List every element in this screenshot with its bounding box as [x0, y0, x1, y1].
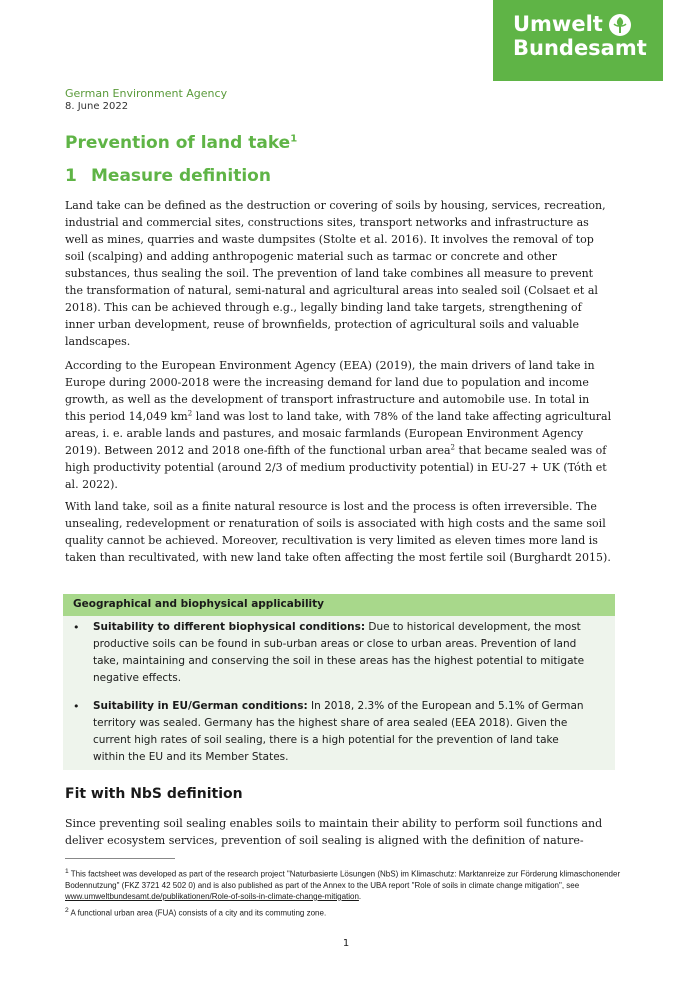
- paragraph-1: Land take can be defined as the destruction or covering of soils by housing, services, recreation, industrial and commercial sites, constructions sites, transport networks and infrastructure as well as mines, quarries and waste dumpsites (Stolte et al. 2016). It involves the removal of top soil (scalping) and adding anthropogenic material such as tarmac or concrete and other substances, thus sealing the soil. The prevention of land take combines all measure to prevent the transformation of natural, semi-natural and agricultural areas into sealed soil (Colsaet et al 2018). This can be achieved through e.g., legally binding land take targets, strengthening of inner urban development, reuse of brownfields, protection of agricultural soils and valuable landscapes.: [65, 199, 606, 348]
- applicability-box-header: [63, 594, 615, 616]
- section-heading: [65, 166, 271, 186]
- footnote-link[interactable]: www.umweltbundesamt.de/publikationen/Role-of-soils-in-climate-change-mitigation: [65, 891, 359, 901]
- footnote-1-text: This factsheet was developed as part of the research project "Naturbasierte Lösungen (NbS) im Klimaschutz: Marktanreize zur Förderung klimaschonender Bodennutzung" (FKZ 3721 42 502 0) and is also published as part of the Annex to the UBA report "Role of soils in climate change mitigation", see: [65, 869, 621, 890]
- paragraph-4: Since preventing soil sealing enables soils to maintain their ability to perform soil functions and deliver ecosystem services, prevention of soil sealing is aligned with the definition of nature-: [65, 817, 603, 847]
- footnote-2: [65, 905, 625, 919]
- document-date: 8. June 2022: [65, 101, 129, 112]
- list-item-text: [93, 698, 593, 766]
- list-item-text: [93, 619, 593, 687]
- applicability-box: [63, 594, 615, 770]
- logo-line1: Umwelt: [513, 12, 603, 36]
- applicability-heading: Geographical and biophysical applicability: [73, 598, 325, 610]
- paragraph-2-part-a: According to the European Environment Agency (EEA) (2019), the main drivers of land take in Europe during 2000-2018 were the increasing demand for land due to population and income growth, as well as the development of transport infrastructure and automobile use. In total in this period 14,049 km: [65, 359, 595, 423]
- document-title: [65, 133, 297, 153]
- title-text: Prevention of land take: [65, 133, 291, 153]
- paragraph-2: [65, 357, 613, 493]
- tree-icon: [608, 13, 632, 37]
- page-number: 1: [342, 938, 350, 949]
- footnote-ref-2[interactable]: 2: [450, 443, 456, 452]
- bullet-icon: •: [73, 621, 80, 634]
- footnote-mark: 2: [65, 907, 69, 914]
- agency-name: German Environment Agency: [65, 87, 228, 100]
- footnote-divider: [65, 858, 175, 859]
- section-title: Measure definition: [91, 166, 271, 186]
- footnote-2-text: A functional urban area (FUA) consists of a city and its commuting zone.: [68, 908, 327, 918]
- subheading: Fit with NbS definition: [65, 786, 243, 802]
- footnote-mark: 1: [65, 868, 69, 875]
- paragraph-2-part-b: land was lost to land take, with 78% of the land take affecting agricultural areas, i. e. arable lands and pastures, and mosaic farmlands (European Environment Agency 2019). Between 2012 and 2018 one-fifth of the functional urban area: [65, 410, 612, 457]
- uba-logo: [493, 0, 663, 81]
- section-number: 1: [65, 166, 77, 186]
- list-item-body: Due to historical development, the most productive soils can be found in sub-urban areas or close to urban areas. Prevention of land take, maintaining and conserving the soil in these areas has the highest potential to mitigate negative effects.: [93, 621, 585, 684]
- list-item-label: Suitability to different biophysical conditions:: [93, 621, 366, 633]
- title-footnote-ref[interactable]: 1: [290, 133, 298, 145]
- km2-superscript: 2: [187, 409, 193, 418]
- paragraph-3: With land take, soil as a finite natural resource is lost and the process is often irreversible. The unsealing, redevelopment or renaturation of soils is associated with high costs and the same soil quality cannot be achieved. Moreover, recultivation is very limited as eleven times more land is taken than recultivated, with new land take often affecting the most fertile soil (Burghardt 2015).: [65, 500, 611, 564]
- bullet-icon: •: [73, 700, 80, 713]
- footnote-1: [65, 866, 625, 902]
- logo-line2: Bundesamt: [513, 36, 647, 60]
- list-item-body: In 2018, 2.3% of the European and 5.1% of German territory was sealed. Germany has the highest share of area sealed (EEA 2018). Given the current high rates of soil sealing, there is a high potential for the prevention of land take within the EU and its Member States.: [93, 700, 584, 763]
- paragraph-2-part-c: that became sealed was of high productivity potential (around 2/3 of medium productivity potential) in EU-27 + UK (Tóth et al. 2022).: [65, 444, 607, 491]
- list-item-label: Suitability in EU/German conditions:: [93, 700, 308, 712]
- footnote-1-end: .: [358, 891, 362, 901]
